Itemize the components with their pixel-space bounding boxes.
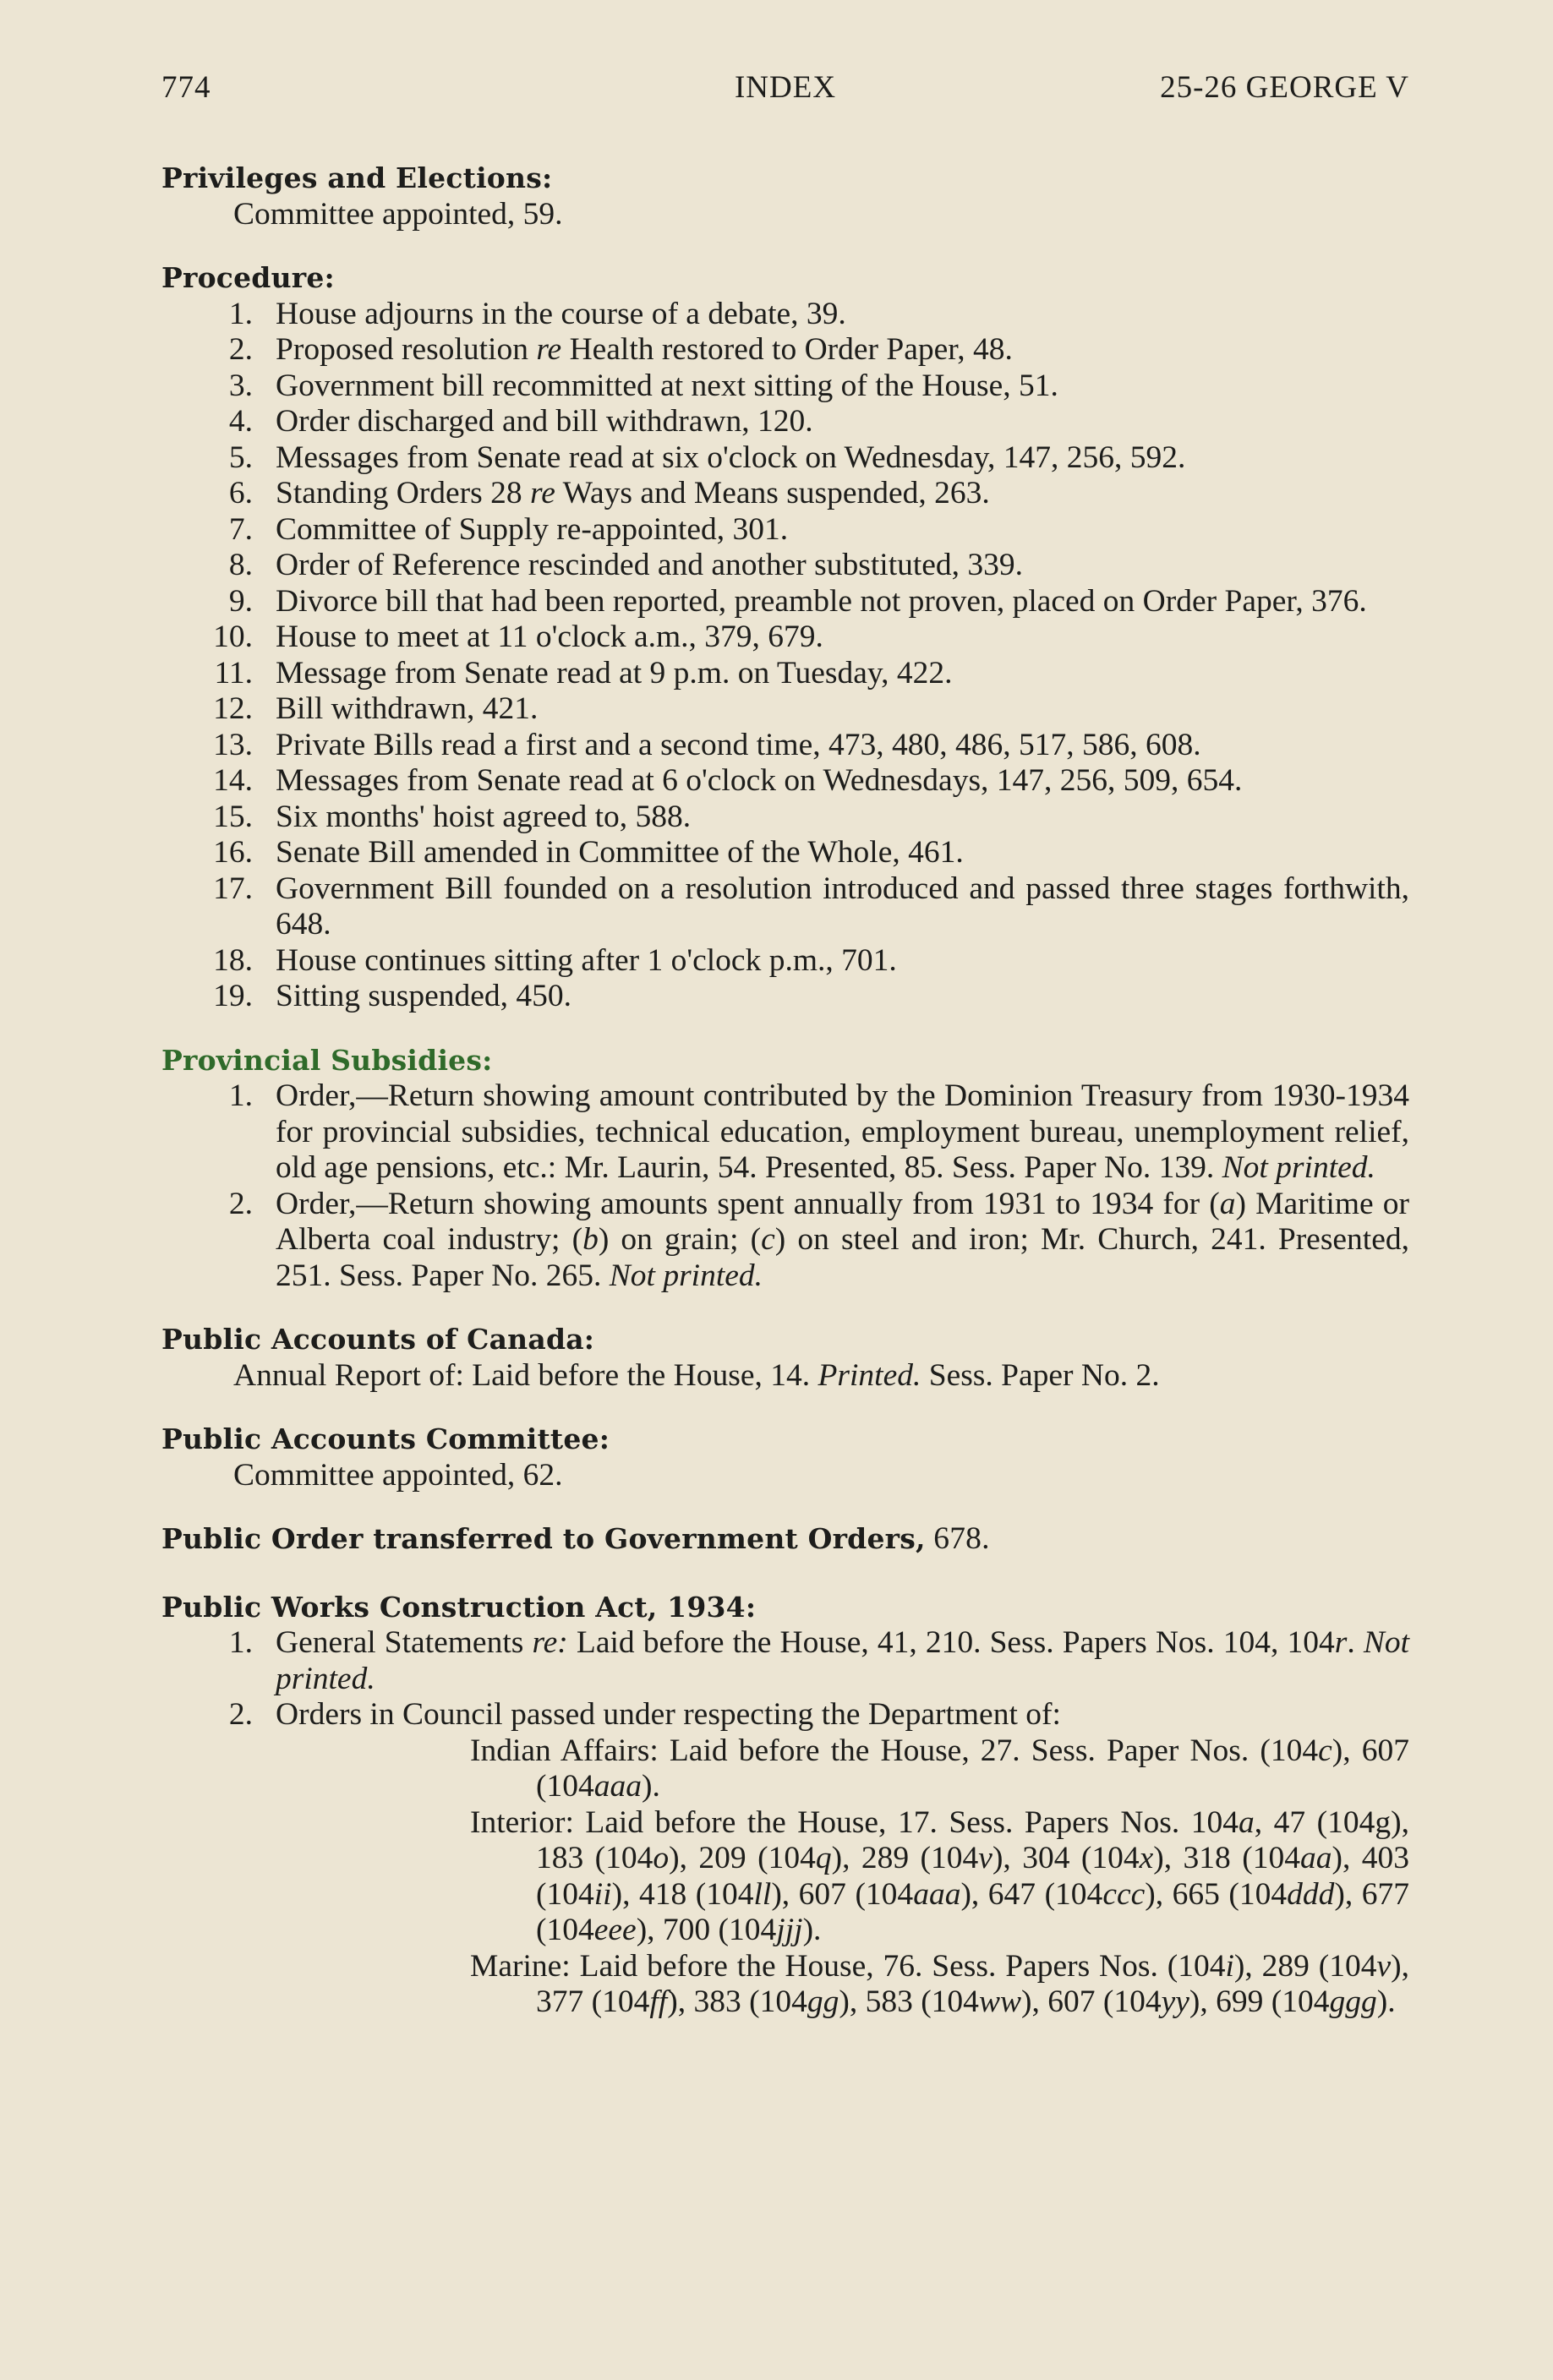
entry-provincial-subsidies	[161, 1043, 1409, 1295]
department-indian-affairs: Indian Affairs: Laid before the House, 27. Sess. Paper Nos. (104c), 607 (104aaa).	[470, 1733, 1409, 1804]
entry-heading: Public Order transferred to Government Orders, 678.	[161, 1521, 990, 1556]
list-item: 8. Order of Reference rescinded and another substituted, 339.	[228, 548, 1024, 582]
list-item: 19. Sitting suspended, 450.	[213, 979, 572, 1013]
list-item: 12. Bill withdrawn, 421.	[213, 691, 539, 726]
page-number: 774	[161, 70, 211, 105]
list-item: 1. House adjourns in the course of a debate, 39.	[228, 296, 846, 331]
entry-heading: Privileges and Elections:	[161, 161, 553, 194]
list-item: 2. Order,—Return showing amounts spent annually from 1931 to 1934 for (a) Maritime or Alberta coal industry; (b) on grain; (c) on steel and iron; Mr. Church, 241. Presented, 251. Sess. Paper No. 265. Not printed.	[228, 1186, 1409, 1293]
entry-heading: Provincial Subsidies:	[161, 1043, 493, 1077]
list-item: 7. Committee of Supply re-appointed, 301.	[228, 511, 789, 547]
entry-line: Committee appointed, 59.	[233, 196, 563, 232]
list-item: 13. Private Bills read a first and a second time, 473, 480, 486, 517, 586, 608.	[213, 727, 1201, 762]
entry-public-works-construction-act	[161, 1590, 1409, 2021]
list-item: 3. Government bill recommitted at next sitting of the House, 51.	[228, 368, 1058, 403]
list-item: 17. Government Bill founded on a resolution introduced and passed three stages forthwith, 648.	[213, 871, 1409, 942]
list-item: 11. Message from Senate read at 9 p.m. on Tuesday, 422.	[214, 655, 953, 691]
list-item: 10. House to meet at 11 o'clock a.m., 379, 679.	[213, 620, 823, 654]
pwca-list	[161, 1625, 1409, 1733]
list-item: 18. House continues sitting after 1 o'clock p.m., 701.	[213, 942, 897, 978]
entry-procedure	[161, 260, 1409, 1015]
provincial-list	[161, 1078, 1409, 1294]
list-item: 2. Proposed resolution re Health restored to Order Paper, 48.	[228, 332, 1013, 367]
running-volume: 25-26 GEORGE V	[1160, 70, 1409, 105]
entry-public-accounts-committee	[161, 1422, 1409, 1493]
list-item: 2. Orders in Council passed under respecting the Department of:	[228, 1697, 1061, 1732]
list-item: 1. General Statements re: Laid before the House, 41, 210. Sess. Papers Nos. 104, 104r. Not printed.	[228, 1625, 1410, 1696]
list-item: 4. Order discharged and bill withdrawn, 120.	[228, 404, 813, 439]
entry-privileges-and-elections	[161, 161, 1409, 232]
list-item: 16. Senate Bill amended in Committee of the Whole, 461.	[213, 835, 964, 870]
list-item: 5. Messages from Senate read at six o'clock on Wednesday, 147, 256, 592.	[228, 439, 1186, 475]
entry-line: Committee appointed, 62.	[233, 1457, 563, 1493]
entry-public-order	[161, 1521, 1409, 1558]
index-content	[161, 161, 1409, 2049]
list-item: 15. Six months' hoist agreed to, 588.	[213, 799, 692, 834]
entry-public-accounts-of-canada	[161, 1322, 1409, 1394]
list-item: 14. Messages from Senate read at 6 o'clock on Wednesdays, 147, 256, 509, 654.	[213, 763, 1243, 798]
list-item: 1. Order,—Return showing amount contributed by the Dominion Treasury from 1930-1934 for provincial subsidies, technical education, employment bureau, unemployment relief, old age pensions, etc.: Mr. Laurin, 54. Presented, 85. Sess. Paper No. 139. Not printed.	[228, 1078, 1409, 1185]
entry-heading: Public Accounts Committee:	[161, 1422, 610, 1455]
list-item: 6. Standing Orders 28 re Ways and Means suspended, 263.	[228, 476, 990, 510]
entry-heading: Public Works Construction Act, 1934:	[161, 1590, 757, 1624]
procedure-list	[161, 297, 1409, 1015]
entry-heading: Procedure:	[161, 261, 335, 294]
department-marine: Marine: Laid before the House, 76. Sess. Papers Nos. (104i), 289 (104v), 377 (104ff), 383 (104gg), 583 (104ww), 607 (104yy), 699 (104ggg).	[470, 1948, 1409, 2019]
entry-line: Annual Report of: Laid before the House, 14. Printed. Sess. Paper No. 2.	[233, 1357, 1160, 1393]
department-interior: Interior: Laid before the House, 17. Sess. Papers Nos. 104a, 47 (104g), 183 (104o), 209 (104q), 289 (104v), 304 (104x), 318 (104aa), 403 (104ii), 418 (104ll), 607 (104aaa), 647 (104ccc), 665 (104ddd), 677 (104eee), 700 (104jjj).	[470, 1804, 1409, 1947]
running-title: INDEX	[734, 70, 837, 105]
entry-heading: Public Accounts of Canada:	[161, 1323, 595, 1356]
running-header	[161, 69, 1409, 112]
list-item: 9. Divorce bill that had been reported, preamble not proven, placed on Order Paper, 376.	[228, 583, 1367, 619]
